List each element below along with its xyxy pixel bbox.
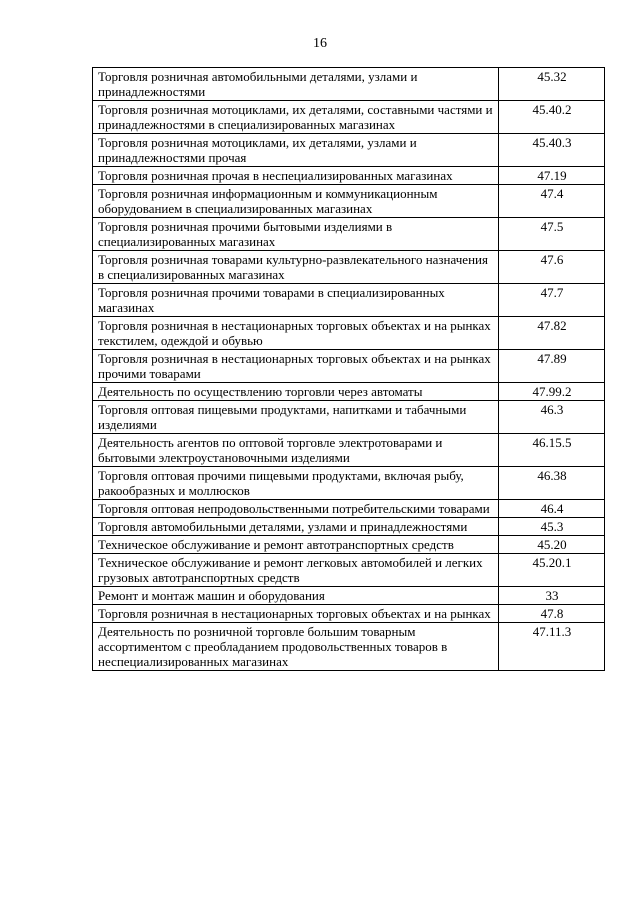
okved-code-cell: 47.89 <box>499 350 605 383</box>
table-row <box>93 350 605 383</box>
activity-name-cell: Торговля розничная информационным и коммуникационным оборудованием в специализированных магазинах <box>93 185 499 218</box>
activity-codes-table <box>92 67 605 671</box>
table-row <box>93 383 605 401</box>
okved-code-cell: 46.4 <box>499 500 605 518</box>
okved-code-cell: 47.5 <box>499 218 605 251</box>
okved-code-cell: 47.11.3 <box>499 623 605 671</box>
table-row <box>93 623 605 671</box>
activity-name-cell: Техническое обслуживание и ремонт автотранспортных средств <box>93 536 499 554</box>
activity-name-cell: Торговля розничная в нестационарных торговых объектах и на рынках <box>93 605 499 623</box>
table-row <box>93 587 605 605</box>
okved-code-cell: 45.32 <box>499 68 605 101</box>
okved-code-cell: 45.3 <box>499 518 605 536</box>
table-row <box>93 284 605 317</box>
activity-name-cell: Торговля розничная автомобильными деталями, узлами и принадлежностями <box>93 68 499 101</box>
table-row <box>93 317 605 350</box>
activity-name-cell: Торговля розничная мотоциклами, их деталями, узлами и принадлежностями прочая <box>93 134 499 167</box>
okved-code-cell: 47.99.2 <box>499 383 605 401</box>
table-row <box>93 434 605 467</box>
table-row <box>93 500 605 518</box>
table-row <box>93 518 605 536</box>
table-row <box>93 185 605 218</box>
activity-name-cell: Торговля оптовая пищевыми продуктами, напитками и табачными изделиями <box>93 401 499 434</box>
okved-code-cell: 47.8 <box>499 605 605 623</box>
table-row <box>93 554 605 587</box>
activity-name-cell: Торговля оптовая непродовольственными потребительскими товарами <box>93 500 499 518</box>
okved-code-cell: 46.15.5 <box>499 434 605 467</box>
table-row <box>93 467 605 500</box>
table-row <box>93 251 605 284</box>
table-row <box>93 68 605 101</box>
okved-code-cell: 45.20 <box>499 536 605 554</box>
okved-code-cell: 47.7 <box>499 284 605 317</box>
table-row <box>93 101 605 134</box>
table-row <box>93 605 605 623</box>
activity-name-cell: Деятельность агентов по оптовой торговле электротоварами и бытовыми электроустановочными изделиями <box>93 434 499 467</box>
okved-code-cell: 47.19 <box>499 167 605 185</box>
activity-name-cell: Торговля розничная в нестационарных торговых объектах и на рынках прочими товарами <box>93 350 499 383</box>
activity-name-cell: Торговля оптовая прочими пищевыми продуктами, включая рыбу, ракообразных и моллюсков <box>93 467 499 500</box>
activity-name-cell: Торговля розничная мотоциклами, их деталями, составными частями и принадлежностями в специализированных магазинах <box>93 101 499 134</box>
activity-name-cell: Деятельность по розничной торговле большим товарным ассортиментом с преобладанием продовольственных товаров в неспециализированных магазинах <box>93 623 499 671</box>
table-row <box>93 134 605 167</box>
table-row <box>93 401 605 434</box>
okved-code-cell: 46.38 <box>499 467 605 500</box>
okved-code-cell: 47.4 <box>499 185 605 218</box>
okved-code-cell: 45.20.1 <box>499 554 605 587</box>
activity-name-cell: Торговля розничная в нестационарных торговых объектах и на рынках текстилем, одеждой и обувью <box>93 317 499 350</box>
activity-name-cell: Торговля автомобильными деталями, узлами и принадлежностями <box>93 518 499 536</box>
okved-code-cell: 33 <box>499 587 605 605</box>
table-row <box>93 536 605 554</box>
activity-name-cell: Ремонт и монтаж машин и оборудования <box>93 587 499 605</box>
activity-name-cell: Торговля розничная прочими бытовыми изделиями в специализированных магазинах <box>93 218 499 251</box>
activity-name-cell: Торговля розничная прочими товарами в специализированных магазинах <box>93 284 499 317</box>
page-number: 16 <box>313 36 327 51</box>
activity-name-cell: Деятельность по осуществлению торговли через автоматы <box>93 383 499 401</box>
table-row <box>93 167 605 185</box>
table-body <box>93 68 605 671</box>
okved-code-cell: 47.82 <box>499 317 605 350</box>
table-row <box>93 218 605 251</box>
activity-name-cell: Техническое обслуживание и ремонт легковых автомобилей и легких грузовых автотранспортных средств <box>93 554 499 587</box>
activity-name-cell: Торговля розничная прочая в неспециализированных магазинах <box>93 167 499 185</box>
okved-code-cell: 46.3 <box>499 401 605 434</box>
activity-name-cell: Торговля розничная товарами культурно-развлекательного назначения в специализированных магазинах <box>93 251 499 284</box>
okved-code-cell: 45.40.3 <box>499 134 605 167</box>
okved-code-cell: 47.6 <box>499 251 605 284</box>
okved-code-cell: 45.40.2 <box>499 101 605 134</box>
